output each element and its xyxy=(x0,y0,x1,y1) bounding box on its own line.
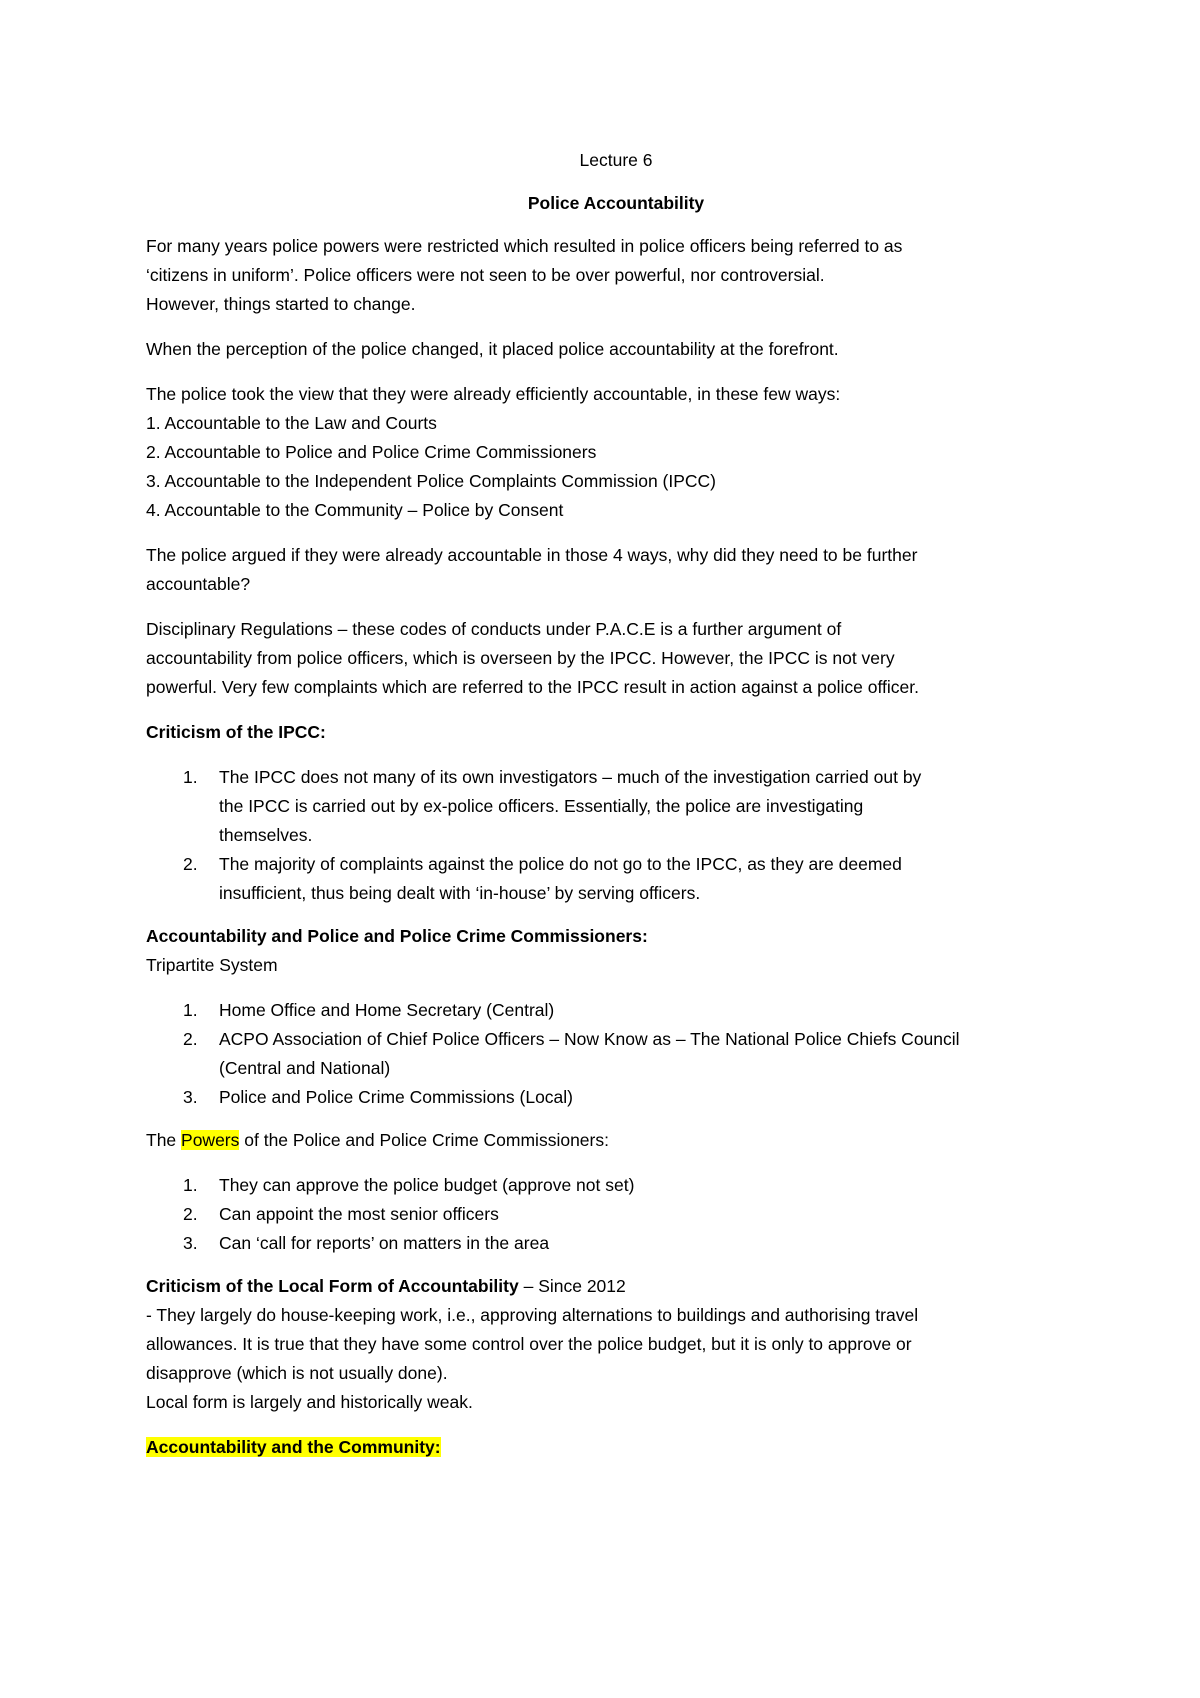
list-line: Can appoint the most senior officers xyxy=(219,1204,499,1224)
powers-highlight: Powers xyxy=(181,1130,240,1150)
intro-line: However, things started to change. xyxy=(146,294,416,314)
list-item xyxy=(146,763,1086,850)
list-number: 1. xyxy=(183,1175,198,1195)
local-criticism-line: allowances. It is true that they have some control over the police budget, but it is only to approve or xyxy=(146,1334,912,1354)
intro-paragraph xyxy=(146,232,1086,319)
ways-item: 2. Accountable to Police and Police Crime Commissioners xyxy=(146,442,597,462)
list-line: themselves. xyxy=(219,825,313,845)
disciplinary-line: powerful. Very few complaints which are referred to the IPCC result in action against a police officer. xyxy=(146,677,919,697)
document-page xyxy=(146,146,1086,1462)
ways-lead: The police took the view that they were already efficiently accountable, in these few ways: xyxy=(146,384,841,404)
pcc-heading: Accountability and Police and Police Crime Commissioners: xyxy=(146,926,648,946)
list-item xyxy=(146,1200,1086,1229)
powers-list xyxy=(146,1171,1086,1258)
local-criticism-heading xyxy=(146,1272,1086,1301)
list-item xyxy=(146,1083,1086,1112)
intro-line: For many years police powers were restricted which resulted in police officers being referred to as xyxy=(146,236,903,256)
powers-heading xyxy=(146,1126,1086,1155)
ways-item: 3. Accountable to the Independent Police Complaints Commission (IPCC) xyxy=(146,471,717,491)
ways-item: 4. Accountable to the Community – Police by Consent xyxy=(146,500,564,520)
list-item xyxy=(146,1171,1086,1200)
powers-heading-post: of the Police and Police Crime Commissioners: xyxy=(239,1130,609,1150)
community-heading-text: Accountability and the Community: xyxy=(146,1437,441,1457)
list-line: insufficient, thus being dealt with ‘in-house’ by serving officers. xyxy=(219,883,701,903)
list-item xyxy=(146,850,1086,908)
criticism-ipcc-list xyxy=(146,763,1086,908)
list-line: The majority of complaints against the police do not go to the IPCC, as they are deemed xyxy=(219,854,902,874)
list-line: Police and Police Crime Commissions (Local) xyxy=(219,1087,574,1107)
criticism-ipcc-heading: Criticism of the IPCC: xyxy=(146,722,326,742)
argued-paragraph xyxy=(146,541,1086,599)
disciplinary-paragraph xyxy=(146,615,1086,702)
lecture-number: Lecture 6 xyxy=(579,150,653,170)
list-number: 2. xyxy=(183,1204,198,1224)
list-line: They can approve the police budget (approve not set) xyxy=(219,1175,635,1195)
tripartite-list xyxy=(146,996,1086,1112)
list-number: 1. xyxy=(183,1000,198,1020)
list-number: 1. xyxy=(183,767,198,787)
powers-heading-pre: The xyxy=(146,1130,182,1150)
local-criticism-heading-bold: Criticism of the Local Form of Accountability xyxy=(146,1276,519,1296)
list-line: the IPCC is carried out by ex-police officers. Essentially, the police are investigating xyxy=(219,796,864,816)
ways-item: 1. Accountable to the Law and Courts xyxy=(146,413,437,433)
local-criticism-line: disapprove (which is not usually done). xyxy=(146,1363,448,1383)
pcc-subheading: Tripartite System xyxy=(146,955,278,975)
disciplinary-line: accountability from police officers, which is overseen by the IPCC. However, the IPCC is not very xyxy=(146,648,895,668)
accountability-ways xyxy=(146,380,1086,525)
pcc-heading-block xyxy=(146,922,1086,980)
argued-line: The police argued if they were already accountable in those 4 ways, why did they need to be further xyxy=(146,545,918,565)
list-number: 3. xyxy=(183,1233,198,1253)
community-heading xyxy=(146,1433,1086,1462)
list-item xyxy=(146,1025,1086,1083)
list-number: 2. xyxy=(183,1029,198,1049)
document-title: Police Accountability xyxy=(527,193,705,213)
local-criticism-line: Local form is largely and historically weak. xyxy=(146,1392,473,1412)
argued-line: accountable? xyxy=(146,574,251,594)
local-criticism-block xyxy=(146,1272,1086,1417)
list-item xyxy=(146,1229,1086,1258)
perception-paragraph: When the perception of the police changed, it placed police accountability at the forefront. xyxy=(146,339,839,359)
local-criticism-heading-rest: – Since 2012 xyxy=(518,1276,626,1296)
list-line: Can ‘call for reports’ on matters in the area xyxy=(219,1233,550,1253)
list-line: (Central and National) xyxy=(219,1058,391,1078)
list-number: 3. xyxy=(183,1087,198,1107)
list-line: ACPO Association of Chief Police Officers – Now Know as – The National Police Chiefs Council xyxy=(219,1029,960,1049)
local-criticism-line: - They largely do house-keeping work, i.e., approving alternations to buildings and authorising travel xyxy=(146,1305,919,1325)
disciplinary-line: Disciplinary Regulations – these codes of conducts under P.A.C.E is a further argument of xyxy=(146,619,842,639)
intro-line: ‘citizens in uniform’. Police officers were not seen to be over powerful, nor controversial. xyxy=(146,265,825,285)
list-item xyxy=(146,996,1086,1025)
list-line: The IPCC does not many of its own investigators – much of the investigation carried out by xyxy=(219,767,922,787)
list-line: Home Office and Home Secretary (Central) xyxy=(219,1000,555,1020)
list-number: 2. xyxy=(183,854,198,874)
